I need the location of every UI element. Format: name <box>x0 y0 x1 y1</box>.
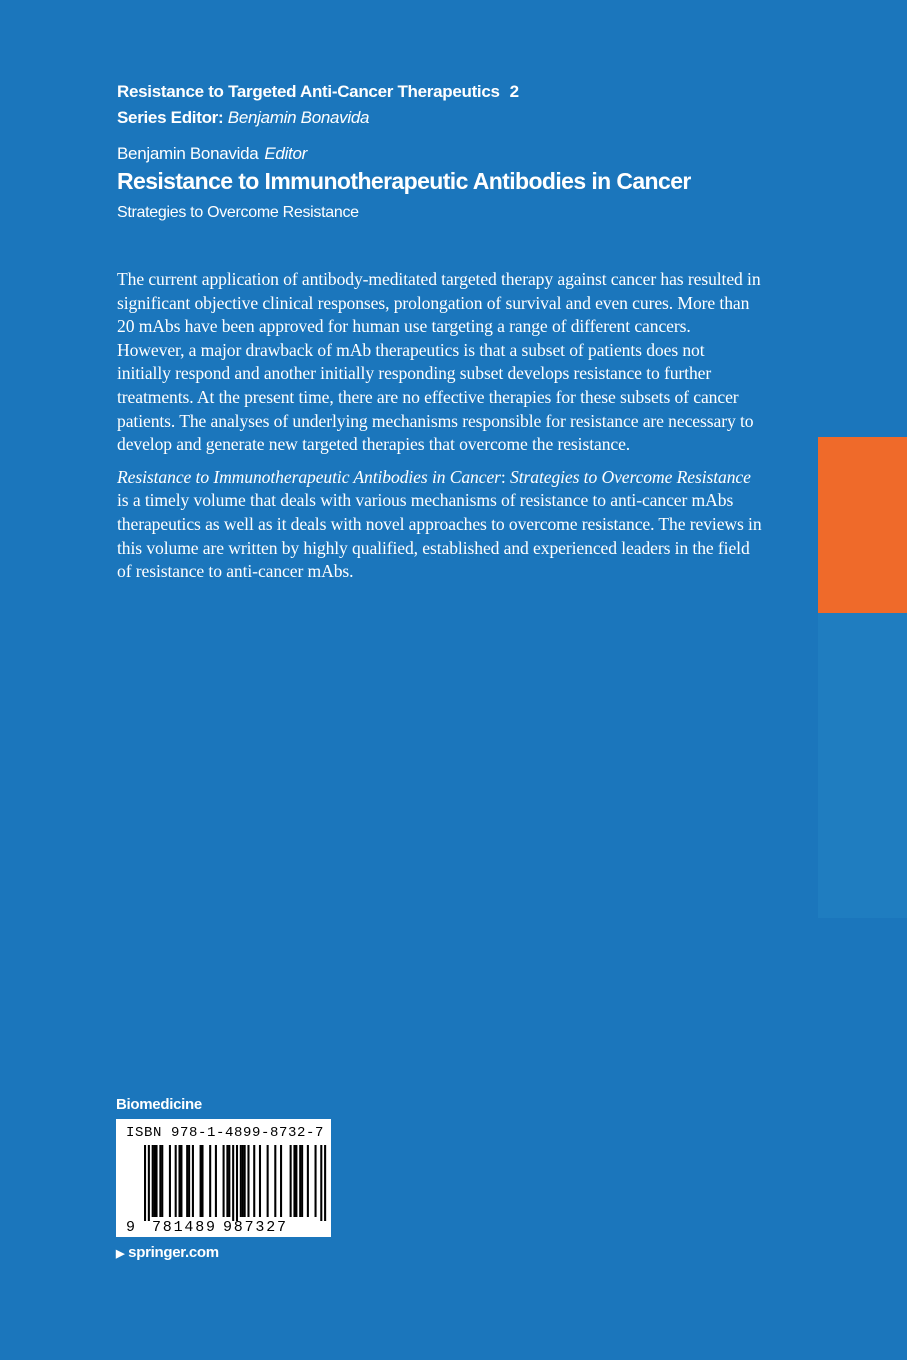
barcode-box <box>116 1119 331 1237</box>
series-volume: 2 <box>509 82 519 101</box>
barcode-bar <box>274 1145 276 1217</box>
barcode-bar <box>247 1145 249 1217</box>
barcode-bar <box>244 1145 246 1217</box>
blurb-paragraph-1: The current application of antibody-meditated targeted therapy against cancer has resulted in significant objective clinical responses, prolongation of survival and even cures. More than 20 mAbs have been approved for human use targeting a range of different cancers. However, a major drawback of mAb therapeutics is that a subset of patients does not initially respond and another initially responding subset develops resistance to further treatments. At the present time, there are no effective therapies for these subsets of cancer patients. The analyses of underlying mechanisms responsible for resistance are necessary to develop and generate new targeted therapies that overcome the resistance. <box>117 269 761 455</box>
barcode-bars <box>144 1145 326 1221</box>
barcode-bar <box>315 1145 317 1217</box>
website-url: springer.com <box>128 1244 219 1261</box>
blurb-paragraph-2-text: is a timely volume that deals with various mechanisms of resistance to anti-cancer mAbs therapeutics as well as it deals with novel approaches to overcome resistance. The reviews in this volume are written by highly qualified, established and experienced leaders in the field of resistance to anti-cancer mAbs. <box>117 490 762 582</box>
barcode-bar <box>232 1145 234 1221</box>
barcode-bar <box>307 1145 309 1217</box>
blurb <box>117 268 762 593</box>
barcode-bar <box>209 1145 211 1217</box>
book-editor-role: Editor <box>264 144 307 163</box>
barcode-left-digits: 781489 <box>152 1219 217 1236</box>
barcode-bar <box>159 1145 161 1217</box>
book-subtitle: Strategies to Overcome Resistance <box>117 204 359 221</box>
blurb-colon: : <box>500 466 511 487</box>
barcode-bar <box>148 1145 150 1221</box>
barcode-bar <box>240 1145 242 1217</box>
series-editor-label: Series Editor: <box>117 108 224 127</box>
blurb-paragraph-2 <box>117 466 762 584</box>
barcode-bar <box>155 1145 157 1217</box>
barcode-right-digits: 987327 <box>223 1219 288 1236</box>
barcode-bar <box>192 1145 194 1217</box>
book-title: Resistance to Immunotherapeutic Antibodies in Cancer <box>117 168 691 194</box>
barcode-bar <box>188 1145 190 1217</box>
barcode <box>116 1119 331 1237</box>
barcode-bar <box>186 1145 188 1217</box>
barcode-bar <box>280 1145 282 1217</box>
barcode-bar <box>144 1145 146 1221</box>
barcode-bar <box>253 1145 255 1217</box>
orange-accent-tab <box>818 437 907 613</box>
category-label: Biomedicine <box>116 1096 202 1113</box>
play-arrow-icon: ▶ <box>116 1248 125 1260</box>
barcode-bar <box>324 1145 326 1221</box>
series-title: Resistance to Targeted Anti-Cancer Therapeutics <box>117 82 500 101</box>
barcode-bar <box>175 1145 177 1217</box>
barcode-bar <box>290 1145 292 1217</box>
barcode-bar <box>267 1145 269 1217</box>
book-editor-line <box>117 144 307 164</box>
barcode-bar <box>295 1145 297 1217</box>
barcode-bar <box>299 1145 301 1217</box>
barcode-bar <box>215 1145 217 1217</box>
barcode-bar <box>301 1145 303 1217</box>
barcode-bar <box>178 1145 180 1217</box>
barcode-bar <box>154 1145 156 1217</box>
barcode-bar <box>169 1145 171 1217</box>
barcode-bar <box>200 1145 202 1217</box>
barcode-bar <box>152 1145 154 1217</box>
barcode-bar <box>161 1145 163 1217</box>
barcode-first-digit: 9 <box>126 1219 136 1236</box>
blurb-italic-title: Resistance to Immunotherapeutic Antibodies in Cancer <box>117 466 501 487</box>
barcode-bar <box>259 1145 261 1217</box>
barcode-bar <box>320 1145 322 1221</box>
barcode-bar <box>236 1145 238 1221</box>
series-title-line <box>117 82 519 102</box>
series-editor-line <box>117 108 369 128</box>
barcode-bar <box>226 1145 228 1217</box>
barcode-bar <box>228 1145 230 1217</box>
barcode-bar <box>293 1145 295 1217</box>
barcode-bar <box>180 1145 182 1217</box>
isbn-label: ISBN 978-1-4899-8732-7 <box>126 1125 325 1141</box>
barcode-bar <box>242 1145 244 1217</box>
side-strip <box>818 613 907 918</box>
book-editor-name: Benjamin Bonavida <box>117 144 259 163</box>
series-editor-name: Benjamin Bonavida <box>227 108 370 127</box>
barcode-bar <box>201 1145 203 1217</box>
barcode-bar <box>223 1145 225 1217</box>
blurb-italic-subtitle: Strategies to Overcome Resistance <box>510 466 751 487</box>
website-link[interactable] <box>116 1244 219 1261</box>
